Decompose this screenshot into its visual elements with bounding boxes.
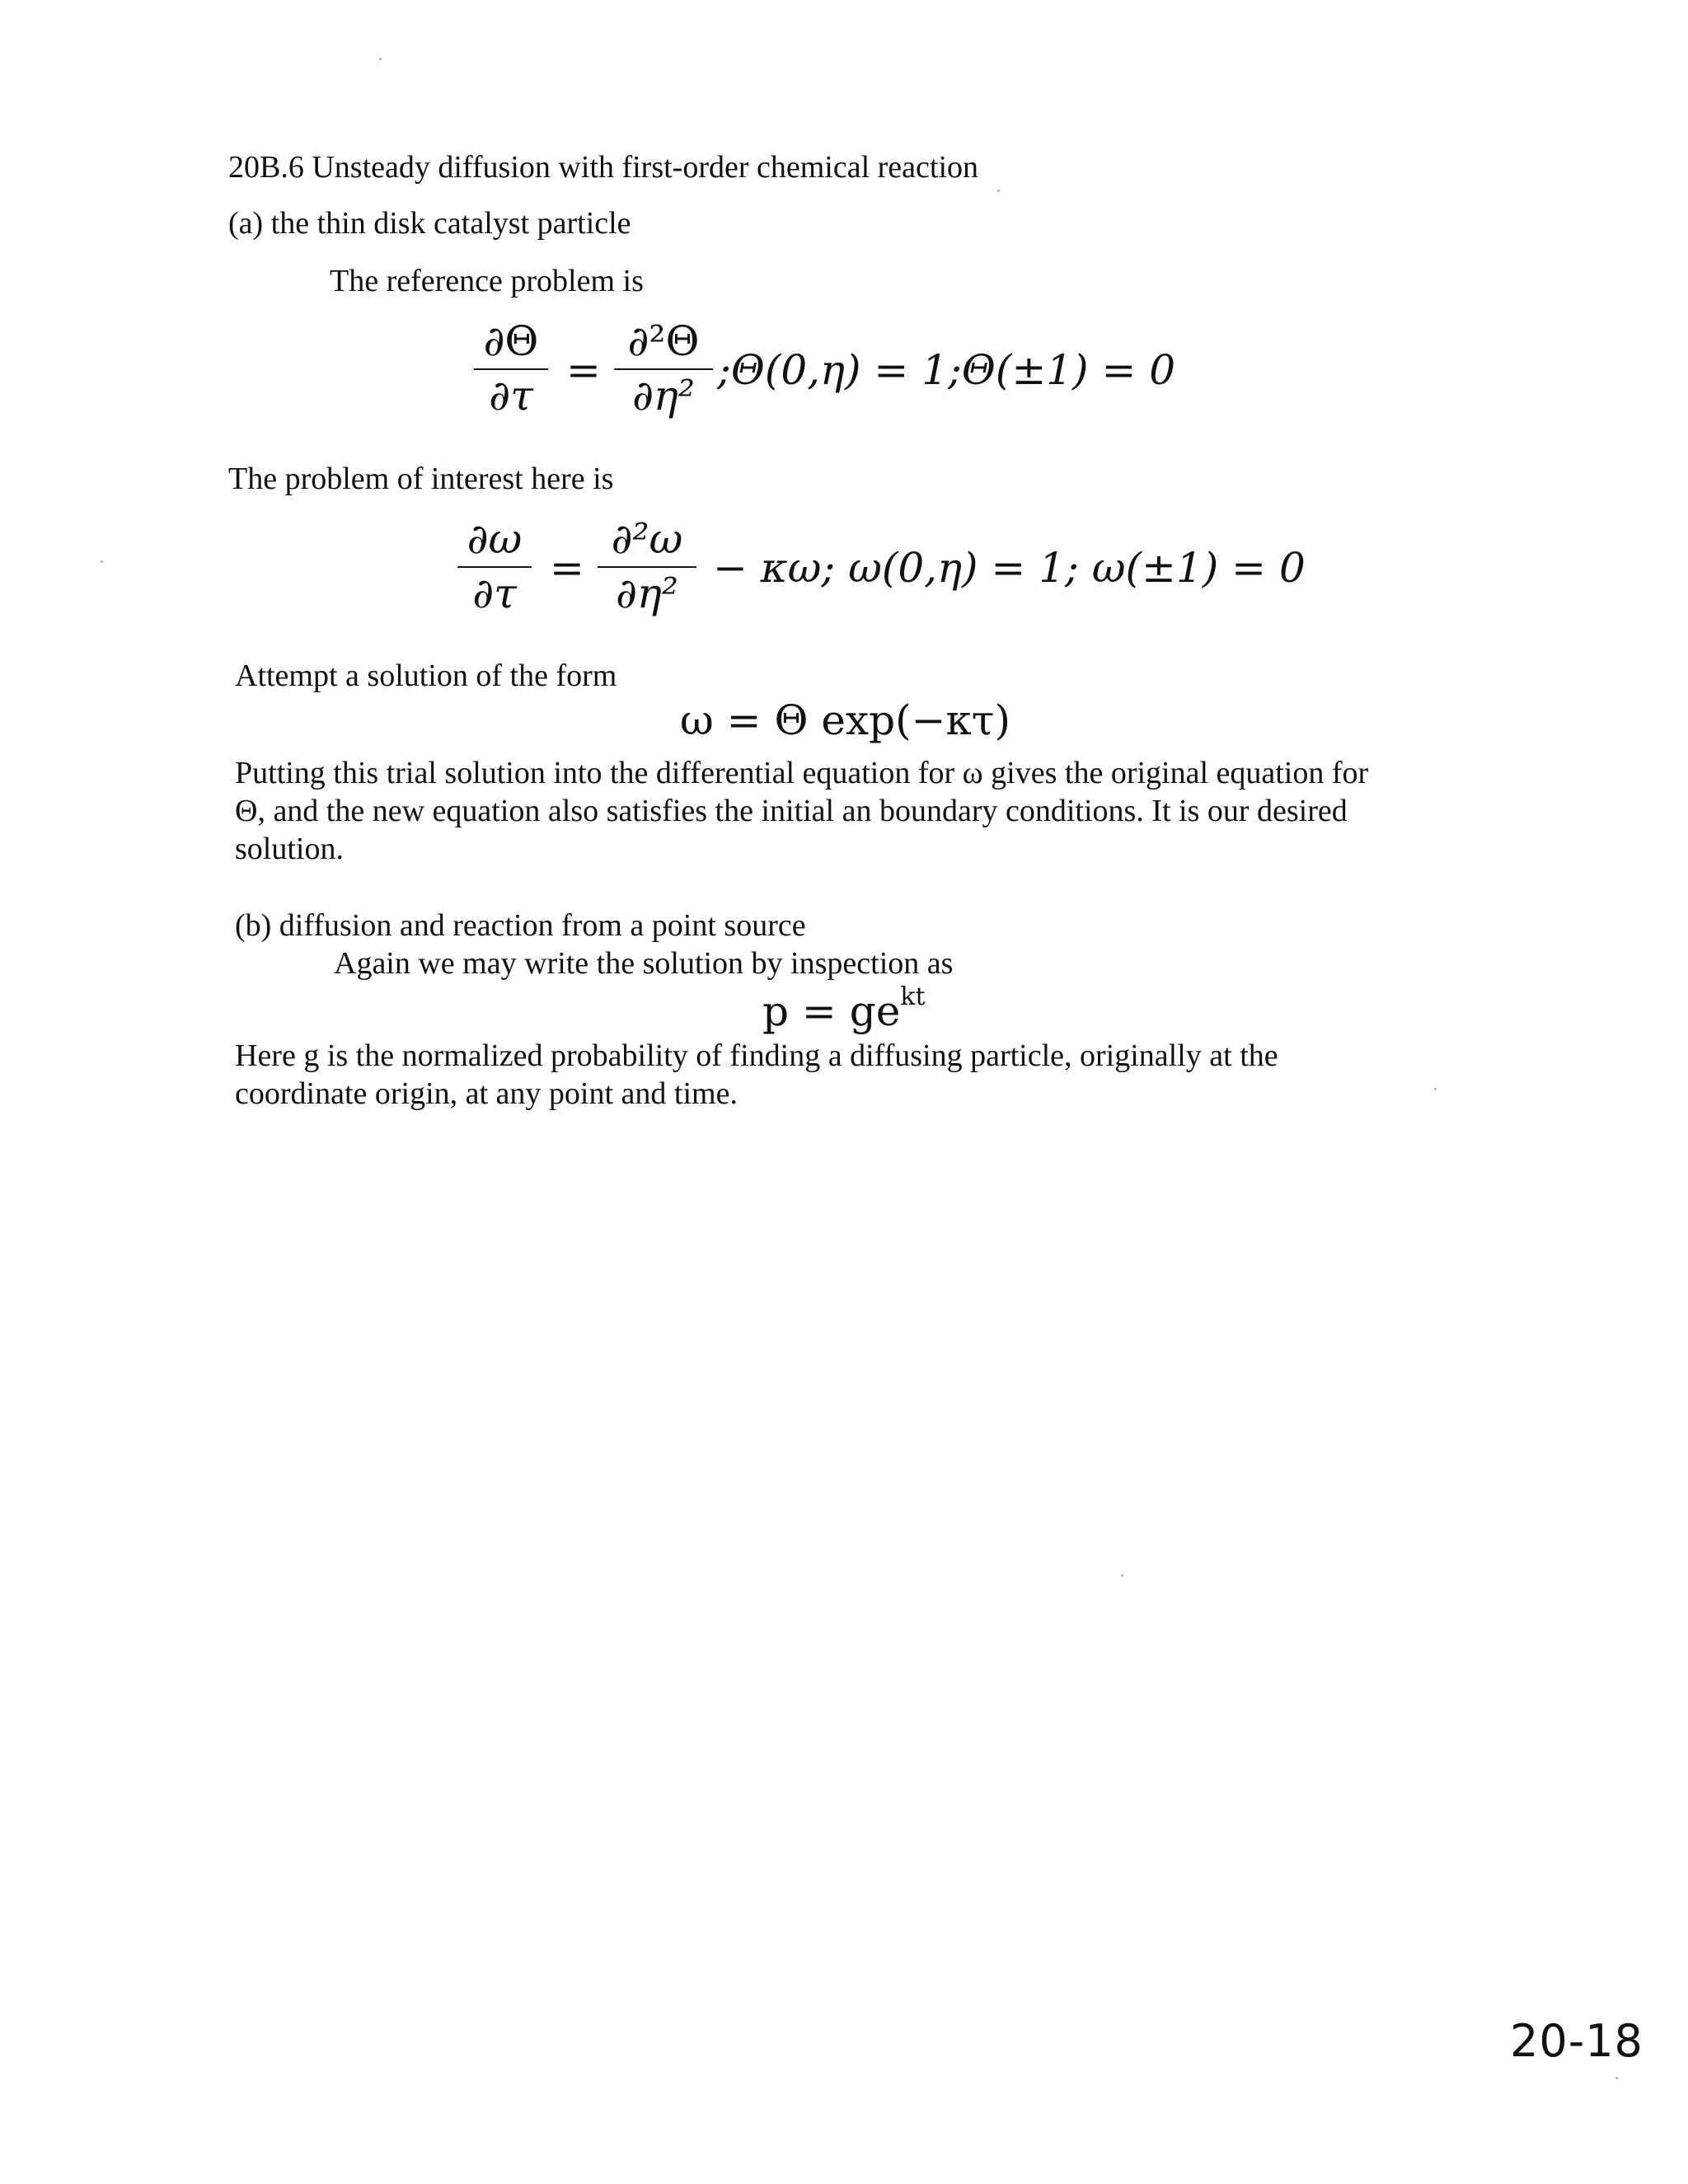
eq2-lhs-numerator: ∂ω	[467, 515, 523, 563]
eq2-lhs-fraction	[457, 515, 532, 617]
eq2-reaction-term-and-conditions: − κω; ω(0,η) = 1; ω(±1) = 0	[713, 544, 1306, 592]
section-title: 20B.6 Unsteady diffusion with first-order chemical reaction	[228, 150, 978, 185]
attempt-solution-text: Attempt a solution of the form	[235, 658, 617, 693]
eq1-rhs-numerator: ∂²Θ	[627, 317, 700, 365]
scan-speck	[1121, 1574, 1123, 1577]
equation-problem-of-interest	[457, 515, 1306, 639]
eq4-base: p = ge	[762, 987, 901, 1035]
eq2-rhs-fraction	[598, 515, 696, 617]
eq1-rhs-denominator: ∂η²	[632, 372, 695, 419]
equation-trial-solution: ω = Θ exp(−κτ)	[680, 696, 1010, 744]
eq1-boundary-conditions: ;Θ(0,η) = 1;Θ(±1) = 0	[717, 346, 1176, 394]
eq1-rhs-fraction	[614, 317, 713, 419]
eq2-equals: =	[550, 544, 584, 592]
scan-speck	[1615, 2077, 1618, 2079]
eq1-lhs-fraction	[474, 317, 548, 419]
eq1-lhs-numerator: ∂Θ	[483, 317, 539, 365]
scan-speck	[1434, 1088, 1437, 1090]
page-number: 20-18	[1510, 2015, 1643, 2067]
eq1-lhs-denominator: ∂τ	[489, 372, 533, 419]
problem-of-interest-text: The problem of interest here is	[228, 462, 614, 496]
eq2-lhs-denominator: ∂τ	[472, 569, 517, 617]
eq2-rhs-numerator: ∂²ω	[611, 515, 683, 563]
equation-point-source-solution	[762, 982, 926, 1035]
eq1-equals: =	[566, 346, 601, 394]
scan-speck	[997, 190, 1000, 192]
trial-solution-explanation: Putting this trial solution into the differential equation for ω gives the original equation for Θ, and the new equation also satisfies the initial an boundary conditions. It is our desired solution.	[235, 756, 1369, 866]
scan-speck	[101, 560, 103, 563]
part-b-heading: (b) diffusion and reaction from a point source	[235, 908, 806, 943]
scan-speck	[379, 58, 382, 60]
eq2-rhs-denominator: ∂η²	[616, 569, 678, 617]
inspection-solution-text: Again we may write the solution by inspection as	[334, 946, 954, 981]
point-source-explanation: Here g is the normalized probability of finding a diffusing particle, originally at the coordinate origin, at any point and time.	[235, 1038, 1278, 1111]
equation-reference-problem	[474, 317, 1216, 441]
reference-problem-text: The reference problem is	[330, 264, 644, 298]
part-a-heading: (a) the thin disk catalyst particle	[228, 206, 631, 241]
eq4-exponent: kt	[900, 982, 926, 1011]
